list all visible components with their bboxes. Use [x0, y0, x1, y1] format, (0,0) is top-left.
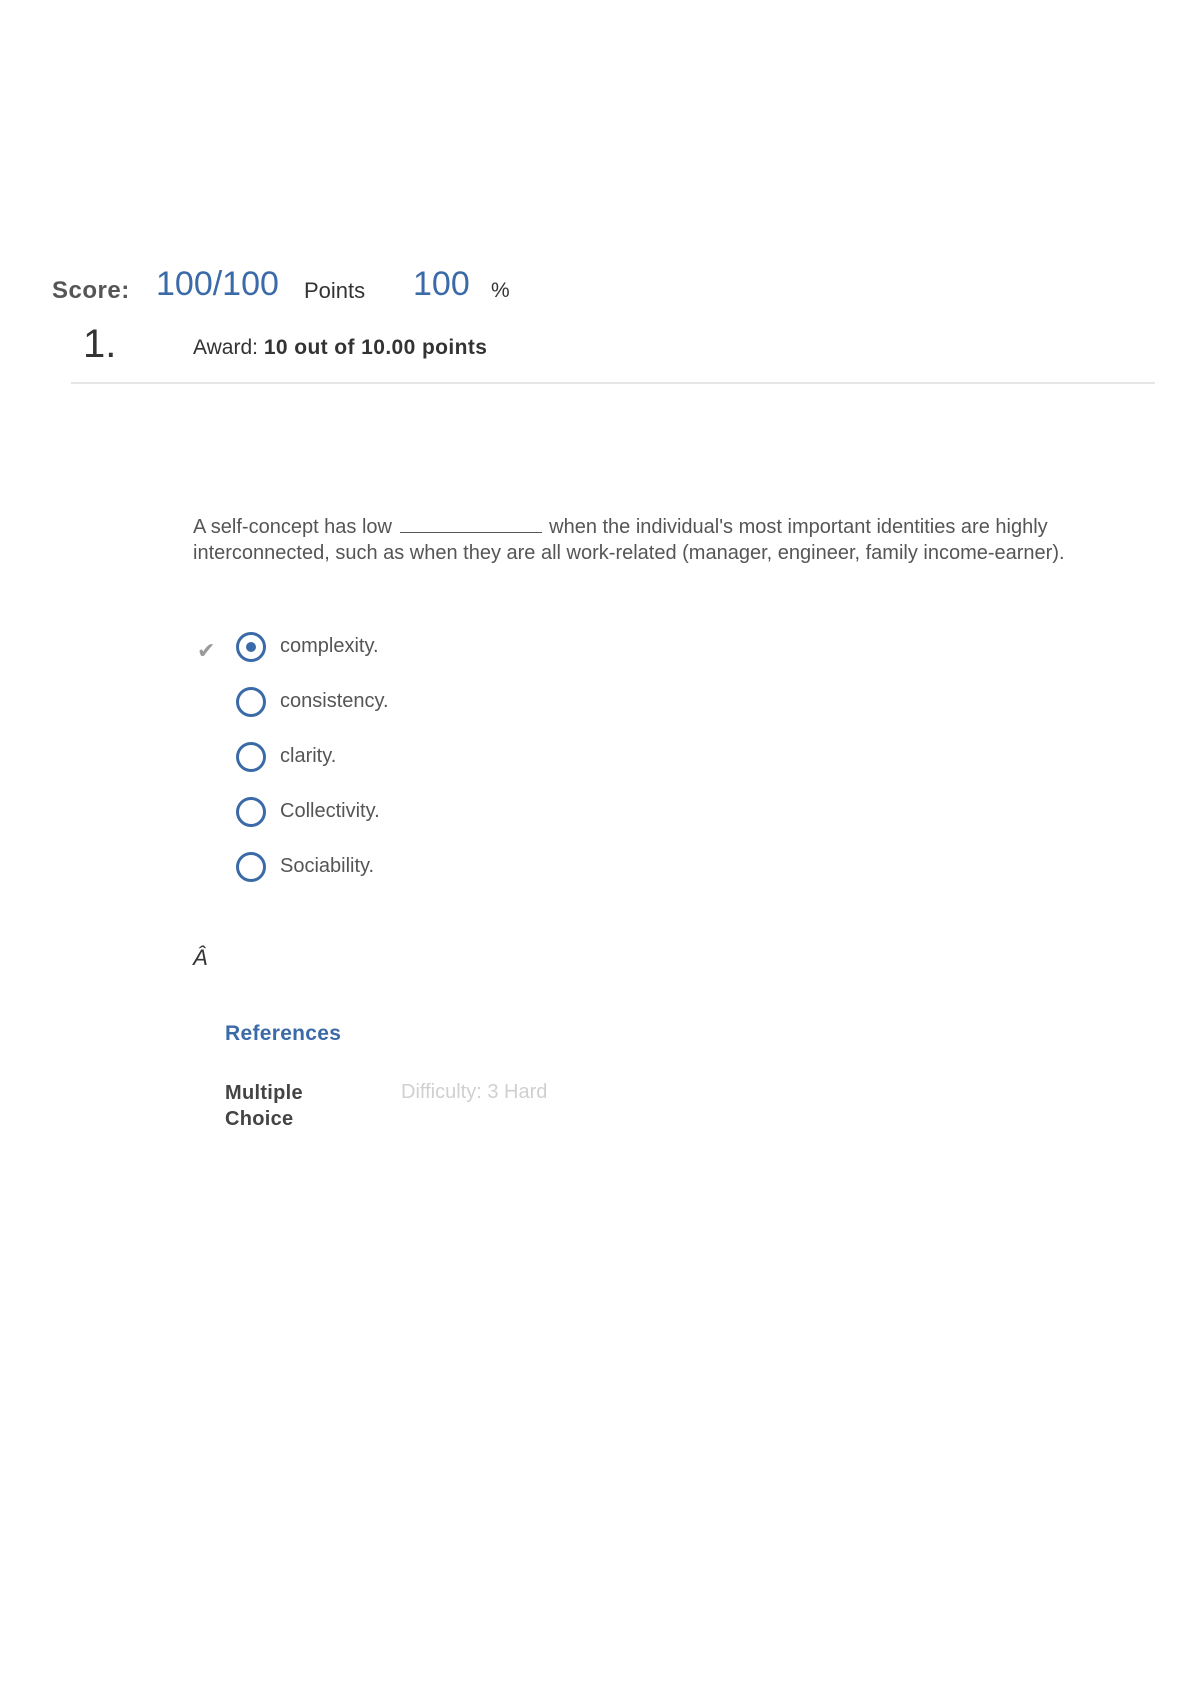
award-line — [193, 336, 487, 360]
radio-unselected-icon[interactable] — [236, 742, 266, 772]
fill-in-blank — [400, 514, 542, 533]
divider — [71, 382, 1155, 384]
option-sociability[interactable] — [195, 850, 695, 905]
option-label: Collectivity. — [280, 800, 380, 822]
percent-sign: % — [491, 279, 510, 302]
question-text-end: when the individual's most important identities are highly interconnected, such as when they are all work-related (manager, engineer, family income-earner). — [193, 516, 1065, 564]
radio-unselected-icon[interactable] — [236, 687, 266, 717]
score-label: Score: — [52, 277, 130, 304]
option-label: clarity. — [280, 745, 337, 767]
percent-value: 100 — [413, 265, 470, 303]
option-complexity[interactable] — [195, 630, 695, 685]
award-label: Award: — [193, 336, 258, 359]
stray-character: Â — [193, 945, 208, 970]
option-label: complexity. — [280, 635, 379, 657]
option-consistency[interactable] — [195, 685, 695, 740]
radio-unselected-icon[interactable] — [236, 797, 266, 827]
option-label: Sociability. — [280, 855, 375, 877]
option-clarity[interactable] — [195, 740, 695, 795]
question-text — [193, 514, 1143, 566]
answer-options — [195, 630, 695, 905]
question-number: 1. — [83, 322, 117, 366]
question-text-start: A self-concept has low — [193, 516, 392, 538]
points-label: Points — [304, 278, 366, 303]
option-collectivity[interactable] — [195, 795, 695, 850]
question-type: Multiple Choice — [225, 1082, 303, 1130]
radio-dot — [246, 642, 256, 652]
award-value: 10 out of 10.00 points — [263, 336, 488, 359]
references-link[interactable]: References — [225, 1022, 342, 1045]
score-value: 100/100 — [156, 265, 279, 303]
difficulty-label: Difficulty: 3 Hard — [401, 1081, 548, 1103]
score-summary — [52, 262, 652, 312]
checkmark-icon: ✔ — [197, 638, 216, 663]
radio-selected-icon[interactable] — [236, 632, 266, 662]
option-label: consistency. — [280, 690, 389, 712]
radio-unselected-icon[interactable] — [236, 852, 266, 882]
